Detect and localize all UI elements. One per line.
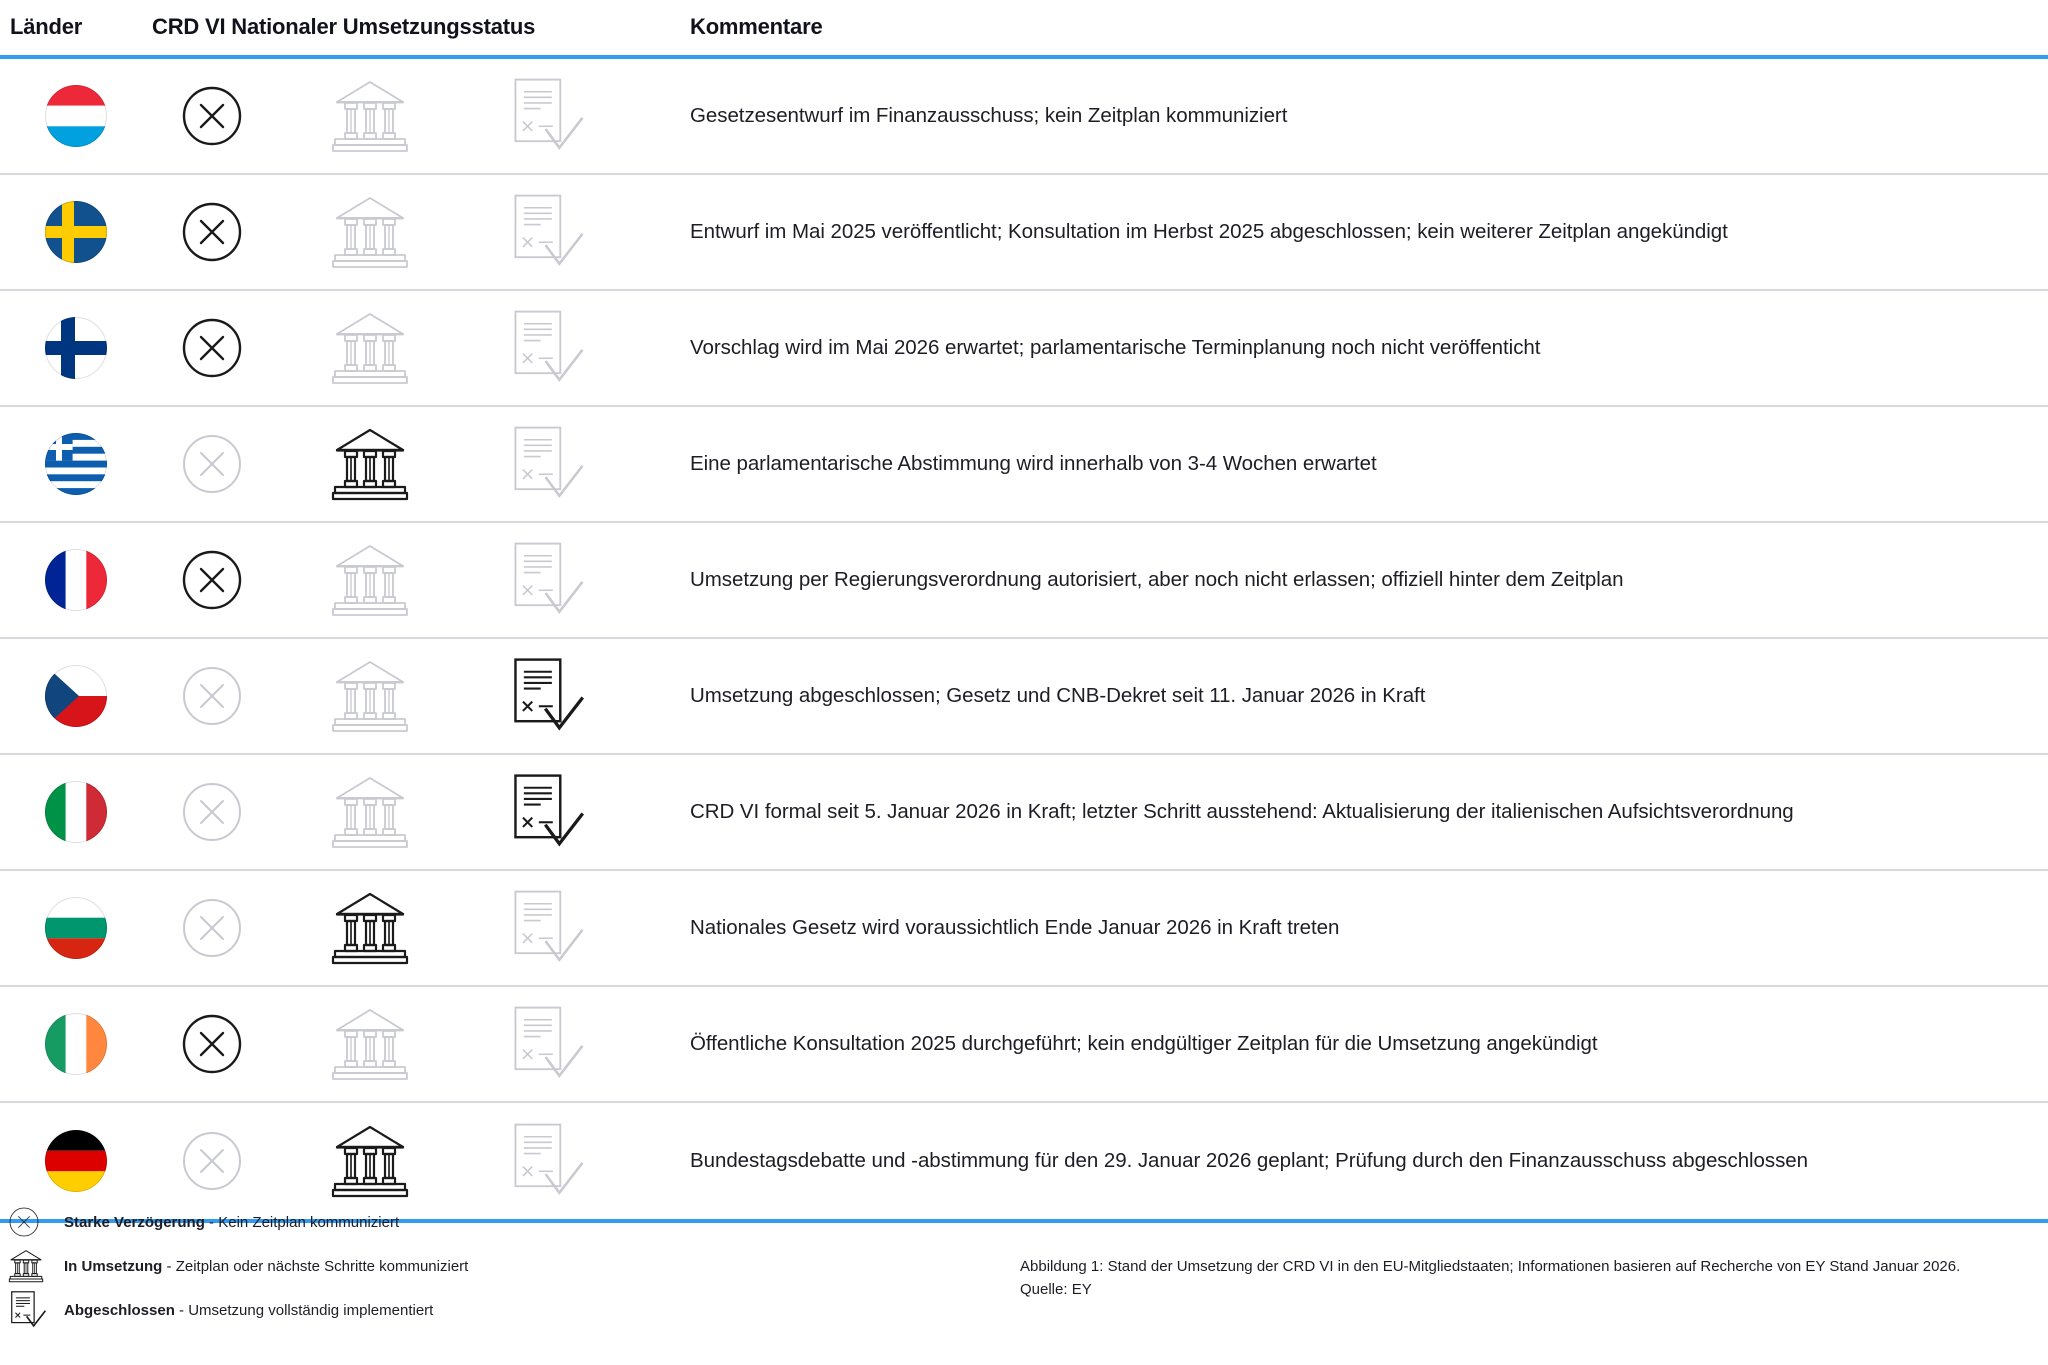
comment-text: Umsetzung abgeschlossen; Gesetz und CNB-Dekret seit 11. Januar 2026 in Kraft xyxy=(690,684,1426,708)
legend-term: In Umsetzung xyxy=(64,1257,163,1275)
legend-separator: - xyxy=(174,1301,189,1319)
status-cell-completed[interactable] xyxy=(480,538,620,622)
country-flag-cell xyxy=(0,1130,152,1192)
legend-description: Kein Zeitplan kommuniziert xyxy=(218,1213,400,1231)
bank-icon xyxy=(330,1004,410,1084)
comment-text: Öffentliche Konsultation 2025 durchgeführt; kein endgültiger Zeitplan für die Umsetzung angekündigt xyxy=(690,1032,1598,1056)
country-flag-cell xyxy=(0,665,152,727)
comment-text: Gesetzesentwurf im Finanzausschuss; kein Zeitplan kommuniziert xyxy=(690,104,1288,128)
figure-footnote xyxy=(1020,1255,2030,1302)
legend-separator: - xyxy=(204,1213,219,1231)
flag-icon-luxembourg xyxy=(45,85,107,147)
status-cell-in-progress[interactable] xyxy=(300,540,440,620)
legend-label xyxy=(64,1258,468,1275)
circle-x-icon xyxy=(180,1129,244,1193)
bank-icon xyxy=(330,76,410,156)
legend-description: Umsetzung vollständig implementiert xyxy=(188,1301,434,1319)
comment-text: Entwurf im Mai 2025 veröffentlicht; Konsultation im Herbst 2025 abgeschlossen; kein weiterer Zeitplan angekündigt xyxy=(690,220,1728,244)
flag-icon-sweden xyxy=(45,201,107,263)
status-cell-completed[interactable] xyxy=(480,190,620,274)
status-cell-in-progress[interactable] xyxy=(300,1004,440,1084)
comment-text: CRD VI formal seit 5. Januar 2026 in Kraft; letzter Schritt ausstehend: Aktualisierung der italienischen Aufsichtsverordnung xyxy=(690,800,1794,824)
status-cell-delay[interactable] xyxy=(152,200,272,264)
status-cell-completed[interactable] xyxy=(480,770,620,854)
country-flag-cell xyxy=(0,433,152,495)
status-cell-completed[interactable] xyxy=(480,886,620,970)
bank-icon xyxy=(330,308,410,388)
column-header-countries: Länder xyxy=(10,14,83,39)
status-cell-delay[interactable] xyxy=(152,432,272,496)
document-check-icon xyxy=(508,422,592,506)
flag-icon-ireland xyxy=(45,1013,107,1075)
document-check-icon xyxy=(8,1289,54,1331)
status-cell-delay[interactable] xyxy=(152,84,272,148)
bank-icon xyxy=(330,1121,410,1201)
flag-icon-finland xyxy=(45,317,107,379)
status-cell-in-progress[interactable] xyxy=(300,656,440,736)
circle-x-icon xyxy=(180,780,244,844)
bank-icon xyxy=(330,772,410,852)
legend-label xyxy=(64,1302,433,1319)
circle-x-icon xyxy=(180,1012,244,1076)
status-cell-completed[interactable] xyxy=(480,654,620,738)
legend-item xyxy=(8,1200,908,1244)
comment-text: Nationales Gesetz wird voraussichtlich Ende Januar 2026 in Kraft treten xyxy=(690,916,1340,940)
legend-description: Zeitplan oder nächste Schritte kommuniziert xyxy=(175,1257,469,1275)
status-cell-delay[interactable] xyxy=(152,896,272,960)
table-row xyxy=(0,987,2048,1103)
legend xyxy=(8,1200,908,1332)
comment-text: Umsetzung per Regierungsverordnung autorisiert, aber noch nicht erlassen; offiziell hinter dem Zeitplan xyxy=(690,568,1624,592)
country-flag-cell xyxy=(0,549,152,611)
footnote-line-2: Quelle: EY xyxy=(1020,1281,1092,1299)
circle-x-icon xyxy=(180,548,244,612)
status-cell-in-progress[interactable] xyxy=(300,888,440,968)
flag-icon-france xyxy=(45,549,107,611)
status-cell-delay[interactable] xyxy=(152,780,272,844)
status-cell-delay[interactable] xyxy=(152,1012,272,1076)
flag-icon-greece xyxy=(45,433,107,495)
country-flag-cell xyxy=(0,781,152,843)
country-flag-cell xyxy=(0,897,152,959)
flag-icon-czechia xyxy=(45,665,107,727)
circle-x-icon xyxy=(180,896,244,960)
status-cell-in-progress[interactable] xyxy=(300,192,440,272)
table-row xyxy=(0,755,2048,871)
table-row xyxy=(0,59,2048,175)
circle-x-icon xyxy=(180,432,244,496)
bank-icon xyxy=(330,192,410,272)
status-cell-delay[interactable] xyxy=(152,316,272,380)
status-cell-in-progress[interactable] xyxy=(300,76,440,156)
table-row xyxy=(0,175,2048,291)
legend-label xyxy=(64,1214,399,1231)
document-check-icon xyxy=(508,538,592,622)
status-cell-completed[interactable] xyxy=(480,306,620,390)
column-header-status: CRD VI Nationaler Umsetzungsstatus xyxy=(152,14,536,39)
table-row xyxy=(0,523,2048,639)
circle-x-icon xyxy=(8,1206,54,1238)
status-cell-delay[interactable] xyxy=(152,1129,272,1193)
document-check-icon xyxy=(508,1002,592,1086)
country-flag-cell xyxy=(0,317,152,379)
document-check-icon xyxy=(508,770,592,854)
document-check-icon xyxy=(508,74,592,158)
table-row xyxy=(0,639,2048,755)
status-cell-completed[interactable] xyxy=(480,1119,620,1203)
bank-icon xyxy=(330,424,410,504)
status-cell-in-progress[interactable] xyxy=(300,308,440,388)
comment-text: Bundestagsdebatte und -abstimmung für den 29. Januar 2026 geplant; Prüfung durch den Finanzausschuss abgeschlossen xyxy=(690,1149,1808,1173)
document-check-icon xyxy=(508,886,592,970)
flag-icon-italy xyxy=(45,781,107,843)
status-cell-completed[interactable] xyxy=(480,1002,620,1086)
status-cell-in-progress[interactable] xyxy=(300,1121,440,1201)
comment-text: Eine parlamentarische Abstimmung wird innerhalb von 3-4 Wochen erwartet xyxy=(690,452,1377,476)
bank-icon xyxy=(330,656,410,736)
document-check-icon xyxy=(508,1119,592,1203)
document-check-icon xyxy=(508,654,592,738)
bank-icon xyxy=(330,888,410,968)
table-row xyxy=(0,871,2048,987)
circle-x-icon xyxy=(180,664,244,728)
document-check-icon xyxy=(508,190,592,274)
status-cell-delay[interactable] xyxy=(152,664,272,728)
legend-term: Starke Verzögerung xyxy=(64,1213,205,1231)
status-cell-delay[interactable] xyxy=(152,548,272,612)
footnote-line-1: Abbildung 1: Stand der Umsetzung der CRD VI in den EU-Mitgliedstaaten; Informationen basieren auf Recherche von EY Stand Januar 2026. xyxy=(1020,1258,1961,1275)
table-row xyxy=(0,291,2048,407)
table-row xyxy=(0,407,2048,523)
table-header xyxy=(0,0,2048,55)
flag-icon-germany xyxy=(45,1130,107,1192)
legend-item xyxy=(8,1288,908,1332)
comment-text: Vorschlag wird im Mai 2026 erwartet; parlamentarische Terminplanung noch nicht veröffenticht xyxy=(690,336,1541,360)
status-cell-completed[interactable] xyxy=(480,74,620,158)
circle-x-icon xyxy=(180,200,244,264)
country-flag-cell xyxy=(0,201,152,263)
legend-separator: - xyxy=(162,1257,176,1275)
status-table-body xyxy=(0,59,2048,1219)
column-header-comments: Kommentare xyxy=(690,14,823,39)
bank-icon xyxy=(330,540,410,620)
legend-item xyxy=(8,1244,908,1288)
country-flag-cell xyxy=(0,1013,152,1075)
status-cell-in-progress[interactable] xyxy=(300,424,440,504)
bank-icon xyxy=(8,1248,54,1284)
circle-x-icon xyxy=(180,316,244,380)
country-flag-cell xyxy=(0,85,152,147)
status-cell-completed[interactable] xyxy=(480,422,620,506)
circle-x-icon xyxy=(180,84,244,148)
flag-icon-bulgaria xyxy=(45,897,107,959)
status-cell-in-progress[interactable] xyxy=(300,772,440,852)
legend-term: Abgeschlossen xyxy=(64,1301,175,1319)
document-check-icon xyxy=(508,306,592,390)
